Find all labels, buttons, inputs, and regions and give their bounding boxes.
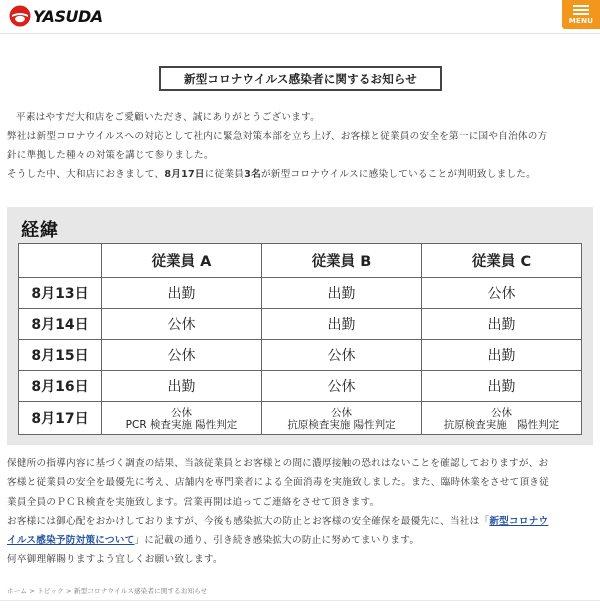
table-header-employee-a: 従業員 A (102, 244, 262, 278)
table-row (19, 371, 582, 402)
body-line: 業員全員のＰＣＲ検査を実施致します。営業再開は追ってご連絡をさせて頂きます。 (7, 496, 380, 508)
body-line: 客様と従業員の安全を最優先に考え、店舗内を専門業者による全面消毒を実施致しました。また、臨時休業をさせて頂き従 (7, 477, 549, 489)
intro-line-1: 平素はやすだ大和店をご愛顧いただき、誠にありがとうございます。 (16, 112, 321, 123)
body-line: 何卒御理解賜りますよう宜しくお願い致します。 (7, 554, 223, 566)
intro-line-2: 弊社は新型コロナウイルスへの対応として社内に緊急対策本部を立ち上げ、お客様と従業員の安全を第一に国や自治体の方 (7, 131, 548, 142)
table-cell (102, 402, 262, 435)
table-row (19, 340, 582, 371)
body-line: イルス感染予防対策について」に記載の通り、引き続き感染拡大の防止に努めてまいります。 (7, 535, 420, 547)
row-date: 8月17日 (19, 402, 102, 435)
infection-count: 3名 (244, 169, 261, 180)
intro-line-4: そうした中、大和店におきまして、8月17日に従業員3名が新型コロナウイルスに感染していることが判明致しました。 (7, 169, 536, 180)
body-line: お客様には御心配をおかけしておりますが、今後も感染拡大の防止とお客様の安全確保を最優先に、当社は「新型コロナウ (7, 515, 549, 527)
table-row (19, 309, 582, 340)
table-cell (422, 402, 582, 435)
table-cell: 出勤 (102, 371, 262, 402)
table-header-row (19, 244, 582, 278)
page-title: 新型コロナウイルス感染者に関するお知らせ (159, 66, 442, 91)
menu-button[interactable] (562, 0, 600, 29)
breadcrumb-topics[interactable]: トピック (37, 587, 64, 595)
table-cell: 出勤 (262, 309, 422, 340)
menu-label: MENU (568, 17, 594, 25)
breadcrumb-home[interactable]: ホーム (7, 587, 28, 595)
row-date: 8月15日 (19, 340, 102, 371)
cell-status: 公休 (331, 406, 352, 419)
body-line: 保健所の指導内容に基づく調査の結果、当該従業員とお客様との間に濃厚接触の恐れはないことを確認しておりますが、お (7, 458, 549, 469)
table-cell: 出勤 (422, 309, 582, 340)
cell-test-result: 抗原検査実施 陽性判定 (287, 418, 396, 431)
table-cell: 出勤 (422, 340, 582, 371)
timeline-title: 経緯 (21, 220, 59, 241)
header-divider (0, 33, 600, 34)
table-cell: 公休 (262, 371, 422, 402)
body-text (7, 454, 595, 570)
table-cell: 公休 (102, 309, 262, 340)
hamburger-icon (573, 5, 589, 17)
breadcrumb: ホーム > トピック > 新型コロナウイルス感染者に関するお知らせ (7, 587, 208, 595)
table-cell: 出勤 (422, 371, 582, 402)
site-header (0, 0, 600, 33)
schedule-table (18, 243, 582, 435)
table-cell: 公休 (102, 340, 262, 371)
footer-divider (0, 600, 600, 601)
yasuda-logo-icon (9, 5, 31, 27)
row-date: 8月16日 (19, 371, 102, 402)
table-cell: 出勤 (102, 278, 262, 309)
table-cell: 公休 (422, 278, 582, 309)
row-date: 8月13日 (19, 278, 102, 309)
table-header-employee-c: 従業員 C (422, 244, 582, 278)
infection-date: 8月17日 (164, 169, 205, 180)
table-row (19, 402, 582, 435)
cell-status: 公休 (171, 406, 192, 419)
cell-test-result: 抗原検査実施 陽性判定 (443, 418, 560, 431)
table-header-employee-b: 従業員 B (262, 244, 422, 278)
cell-status: 公休 (491, 406, 512, 419)
cell-test-result: PCR 検査実施 陽性判定 (125, 418, 238, 431)
table-cell: 出勤 (262, 278, 422, 309)
prevention-measures-link-cont[interactable]: イルス感染予防対策について (7, 535, 135, 547)
prevention-measures-link[interactable]: 新型コロナウ (489, 515, 549, 527)
intro-line-3: 針に準拠した種々の対策を講じて参りました。 (7, 150, 214, 161)
logo-text: YASUDA (33, 6, 103, 26)
table-row (19, 278, 582, 309)
intro-text (7, 108, 595, 184)
row-date: 8月14日 (19, 309, 102, 340)
table-cell (262, 402, 422, 435)
table-header-blank (19, 244, 102, 278)
table-cell: 公休 (262, 340, 422, 371)
site-logo[interactable] (9, 4, 103, 28)
breadcrumb-current: 新型コロナウイルス感染者に関するお知らせ (74, 587, 208, 595)
